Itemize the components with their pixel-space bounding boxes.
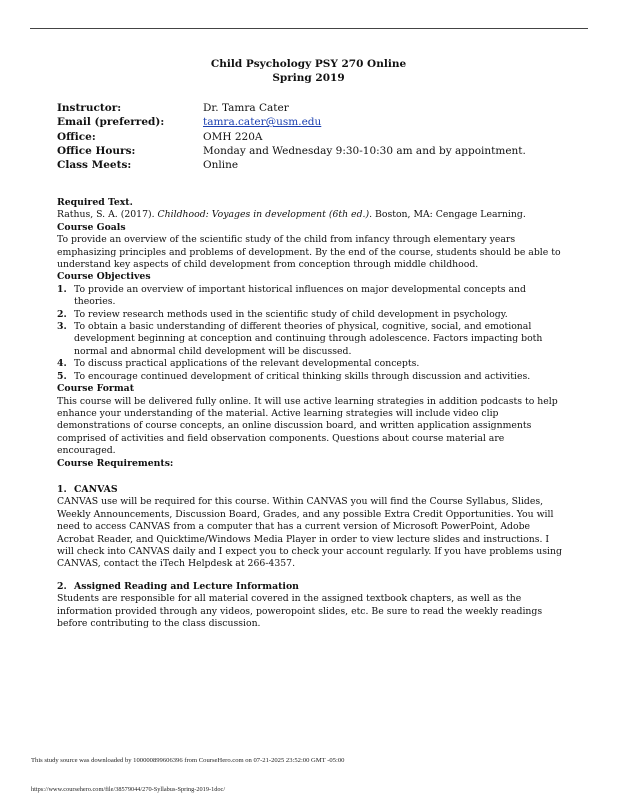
list-item [57, 309, 565, 321]
info-row-office-hours [57, 144, 526, 158]
item-number: 2. [57, 580, 67, 592]
item-text: To discuss practical applications of the relevant developmental concepts. [74, 358, 420, 370]
item-text: To provide an overview of important historical influences on major developmental concepts and theories. [74, 283, 526, 308]
info-value: Dr. Tamra Cater [203, 102, 289, 114]
list-item [57, 321, 565, 358]
info-row-class-meets [57, 158, 526, 172]
requirement-title: CANVAS [74, 483, 118, 495]
info-value: OMH 220A [203, 130, 263, 143]
goals-text: To provide an overview of the scientific study of the child from infancy through elementary years emphasizing principles and problems of development. By the end of the course, students should be able to understand key aspects of child development from conception through middle childhood. [57, 234, 561, 271]
item-number: 2. [57, 308, 67, 320]
course-info [57, 101, 526, 172]
top-rule [30, 28, 588, 29]
course-title: Child Psychology PSY 270 Online [210, 58, 407, 70]
info-label: Instructor: [57, 102, 122, 114]
info-label: Class Meets: [57, 159, 132, 172]
citation-publisher: Boston, MA: Cengage Learning. [372, 209, 526, 221]
item-text: To encourage continued development of critical thinking skills through discussion and activities. [74, 370, 531, 382]
info-row-instructor [57, 101, 526, 115]
info-row-email [57, 115, 526, 129]
objectives-list [57, 284, 565, 383]
source-url[interactable]: https://www.coursehero.com/file/38579044/270-Syllabus-Spring-2019-1doc/ [31, 786, 226, 793]
objectives-heading: Course Objectives [57, 271, 151, 283]
info-value: Monday and Wednesday 9:30-10:30 am and by appointment. [203, 144, 526, 157]
citation-title: Childhood: Voyages in development (6th ed.). [157, 209, 373, 221]
item-text: To obtain a basic understanding of different theories of physical, cognitive, social, and emotional development beginning at conception and continuing through adolescence. Factors impacting both normal and abnormal child development will be discussed. [74, 321, 543, 357]
email-link[interactable]: tamra.cater@usm.edu [203, 116, 322, 129]
item-number: 3. [57, 321, 67, 333]
requirement-text: Students are responsible for all material covered in the assigned textbook chapters, as well as the information provided through any videos, poweropoint slides, etc. Be sure to read the weekly readings before contributing to the class discussion. [57, 593, 543, 629]
requirement-text: CANVAS use will be required for this course. Within CANVAS you will find the Course Syllabus, Slides, Weekly Announcements, Discussion Board, Grades, and any possible Extra Credit Opportunities. You will need to access CANVAS from a computer that has a current version of Microsoft PowerPoint, Adobe Acrobat Reader, and Quicktime/Windows Media Player in order to view lecture slides and instructions. I will check into CANVAS daily and I expect you to check your account regularly. If you have problems using CANVAS, contact the iTech Helpdesk at 266-4357. [57, 496, 562, 570]
citation-authors: Rathus, S. A. (2017). [57, 209, 158, 221]
item-number: 5. [57, 370, 67, 382]
info-label: Office: [57, 130, 96, 143]
term: Spring 2019 [272, 71, 345, 84]
item-number: 1. [57, 483, 67, 495]
syllabus-body [57, 197, 565, 630]
download-note: This study source was downloaded by 100000899606396 from CourseHero.com on 07-21-2025 23:52:00 GMT -05:00 [31, 757, 345, 764]
format-heading: Course Format [57, 383, 134, 395]
requirement-heading [57, 581, 565, 593]
document-title [0, 58, 617, 85]
item-text: To review research methods used in the scientific study of child development in psychology. [74, 308, 508, 320]
info-label: Email (preferred): [57, 116, 165, 129]
info-row-office [57, 130, 526, 144]
list-item [57, 284, 565, 309]
requirements-heading: Course Requirements: [57, 457, 174, 469]
format-text: This course will be delivered fully online. It will use active learning strategies in addition podcasts to help enhance your understanding of the material. Active learning strategies will include video clip demonstrations of course concepts, an online discussion board, and written application assignments comprised of activities and field observation components. Questions about course material are encouraged. [57, 395, 558, 457]
required-text-heading: Required Text. [57, 197, 133, 208]
list-item [57, 371, 565, 383]
item-number: 4. [57, 358, 67, 370]
item-number: 1. [57, 283, 67, 295]
requirement-heading [57, 484, 565, 496]
info-label: Office Hours: [57, 144, 136, 157]
list-item [57, 358, 565, 370]
required-text-citation [57, 209, 565, 221]
info-value: Online [203, 159, 239, 172]
requirement-title: Assigned Reading and Lecture Information [74, 580, 299, 592]
goals-heading: Course Goals [57, 221, 126, 233]
